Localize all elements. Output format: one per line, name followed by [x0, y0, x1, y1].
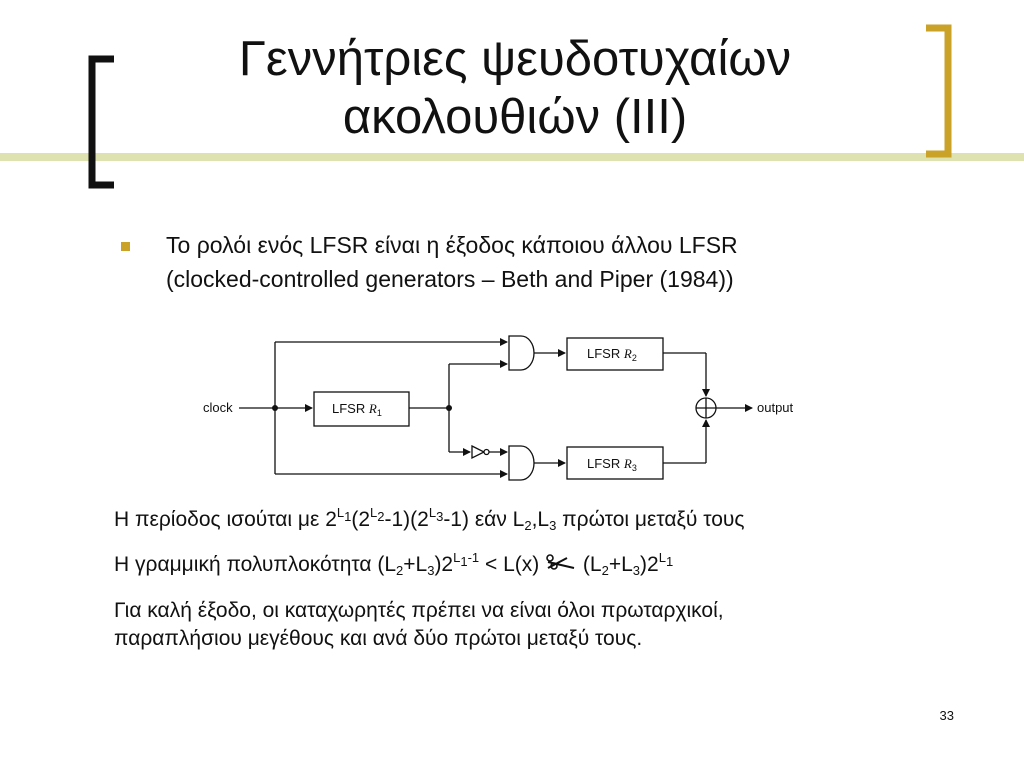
- scissors-symbol-icon: [545, 553, 577, 575]
- period-text: Η περίοδος ισούται με $2^{L_1}(2^{L_2}-1)(2^{L_3}-1)$ εάν $L_2,L_3$ πρώτοι μεταξύ τους: [114, 505, 745, 533]
- lfsr-r3-label: LFSR $R_3$: [587, 456, 637, 473]
- clock-label: clock: [203, 400, 233, 415]
- and-gate-bottom: [509, 446, 534, 480]
- left-bracket-icon: [86, 55, 118, 189]
- r1-junction-dot: [446, 405, 452, 411]
- and-gate-top: [509, 336, 534, 370]
- bullet-line-2: (clocked-controlled generators – Beth and Piper (1984)): [166, 266, 734, 292]
- output-label: output: [757, 400, 794, 415]
- right-bracket-icon: [922, 24, 954, 158]
- inverter-bubble: [484, 450, 489, 455]
- conclusion-line-1: Για καλή έξοδο, οι καταχωρητές πρέπει να είναι όλοι πρωταρχικοί,: [114, 599, 724, 622]
- decorative-bar: [0, 153, 1024, 161]
- title-line-1: Γεννήτριες ψευδοτυχαίων: [238, 32, 792, 86]
- lfsr-r2-label: LFSR $R_2$: [587, 346, 637, 363]
- bullet-line-1: Το ρολόι ενός LFSR είναι η έξοδος κάποιου άλλου LFSR: [166, 232, 738, 258]
- bullet-text: [166, 228, 926, 296]
- inverter-triangle: [472, 446, 484, 458]
- complexity-text: Η γραμμική πολυπλοκότητα $(L_2+L_3)2^{L_1-1} < L(x)$ $(L_2+L_3)2^{L_1}$: [114, 550, 674, 578]
- clock-junction-dot: [272, 405, 278, 411]
- conclusion-line-2: παραπλήσιου μεγέθους και ανά δύο πρώτοι μεταξύ τους.: [114, 627, 643, 650]
- conclusion-text: [114, 597, 724, 653]
- lfsr-r1-label: LFSR $R_1$: [332, 401, 382, 418]
- page-number: 33: [939, 708, 954, 723]
- lfsr-circuit-diagram: [195, 318, 815, 488]
- title-line-2: ακολουθιών (ΙΙΙ): [342, 90, 688, 144]
- bullet-marker-icon: [121, 242, 130, 251]
- slide-title: [150, 30, 880, 146]
